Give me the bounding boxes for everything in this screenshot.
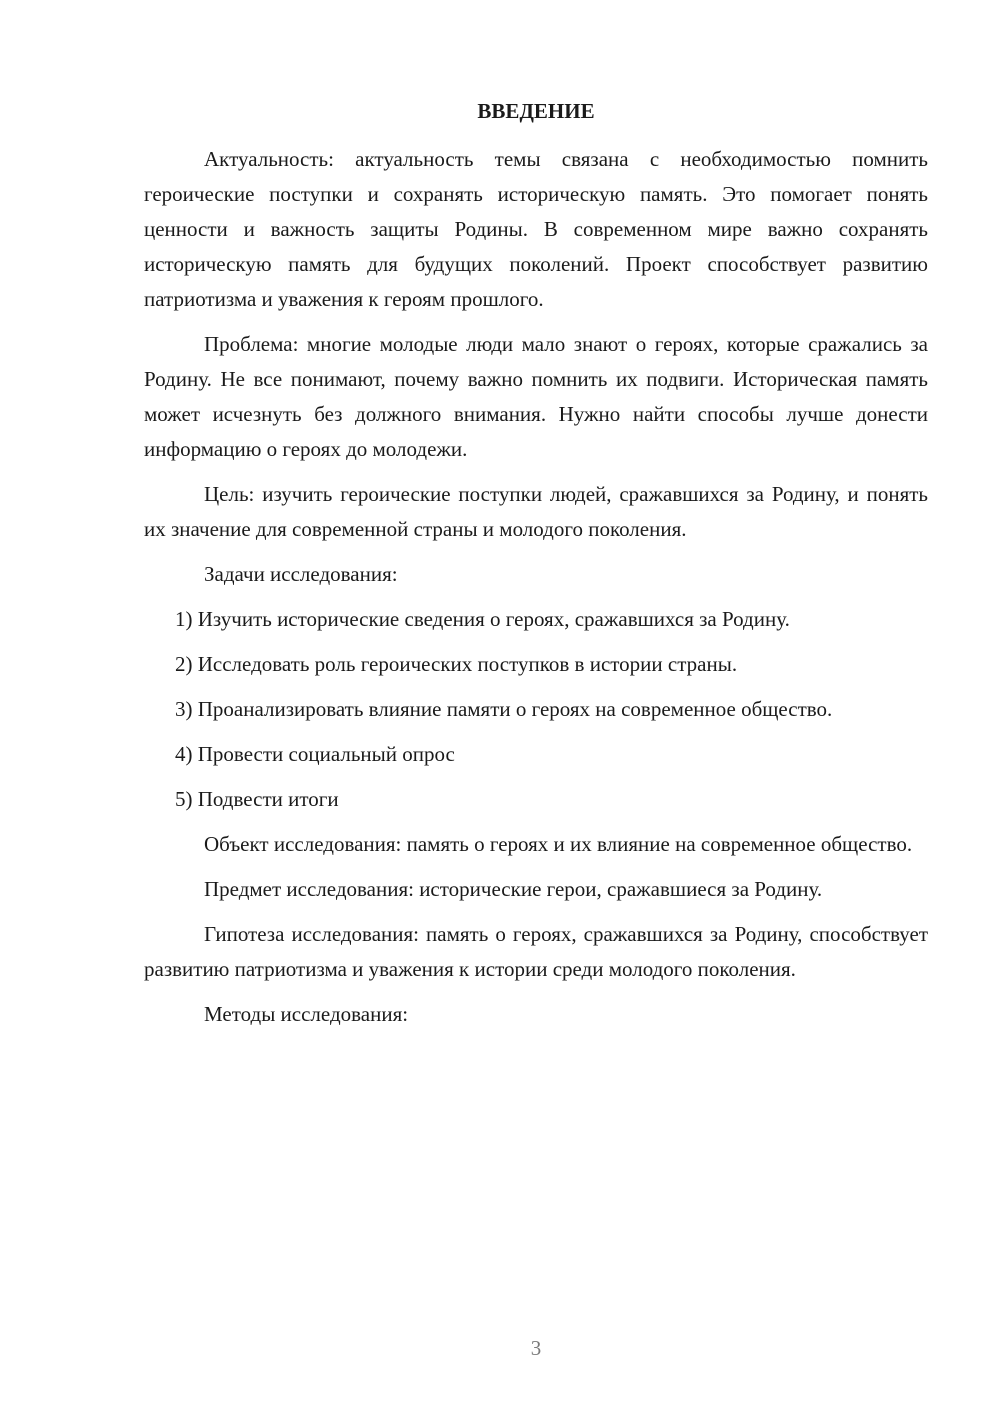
methods-title: Методы исследования: [204,1002,409,1026]
page-content [144,96,928,1032]
tasks-title: Задачи исследования: [204,562,398,586]
paragraph-subject: Предмет исследования: исторические герои, сражавшиеся за Родину. [204,877,823,901]
task-item-1: 1) Изучить исторические сведения о героях, сражавшихся за Родину. [175,607,790,631]
task-item-2: 2) Исследовать роль героических поступков в истории страны. [175,652,738,676]
paragraph-object: Объект исследования: память о героях и их влияние на современное общество. [204,832,913,856]
paragraph-goal: Цель: изучить героические поступки людей, сражавшихся за Родину, и понять их значение для современной страны и молодого поколения. [144,482,928,541]
paragraph-hypothesis: Гипотеза исследования: память о героях, сражавшихся за Родину, способствует развитию патриотизма и уважения к истории среди молодого поколения. [144,922,928,981]
paragraph-relevance: Актуальность: актуальность темы связана с необходимостью помнить героические поступки и сохранять историческую память. Это помогает понять ценности и важность защиты Родины. В современном мире важно сохранять историческую память для будущих поколений. Проект способствует развитию патриотизма и уважения к героям прошлого. [144,147,928,311]
paragraph-problem: Проблема: многие молодые люди мало знают о героях, которые сражались за Родину. Не все понимают, почему важно помнить их подвиги. Историческая память может исчезнуть без должного внимания. Нужно найти способы лучше донести информацию о героях до молодежи. [144,332,928,461]
task-item-4: 4) Провести социальный опрос [175,742,455,766]
page-number: 3 [530,1336,542,1360]
task-item-3: 3) Проанализировать влияние памяти о героях на современное общество. [175,697,833,721]
page-heading: ВВЕДЕНИЕ [477,99,595,123]
task-item-5: 5) Подвести итоги [175,787,339,811]
